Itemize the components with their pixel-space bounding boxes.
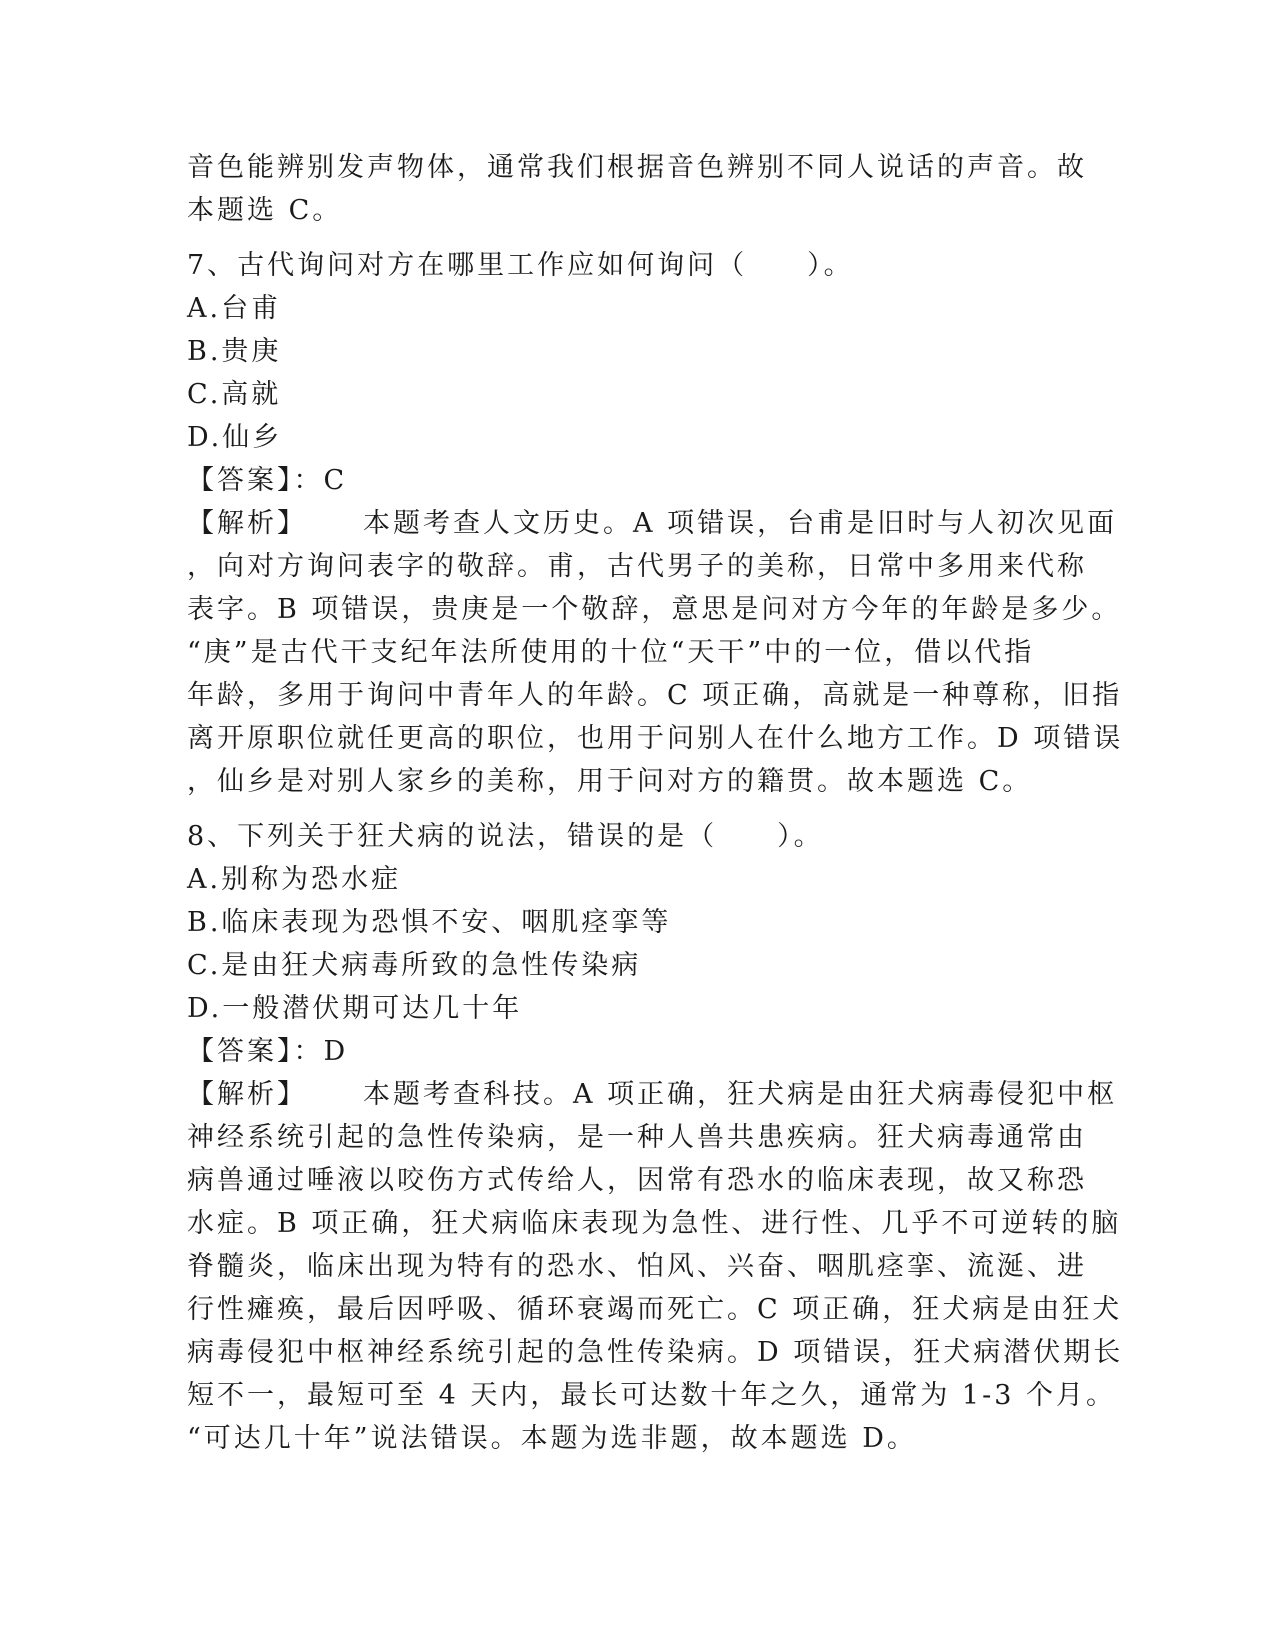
question-7 xyxy=(187,244,1124,803)
analysis-line: 年龄，多用于询问中青年人的年龄。C 项正确，高就是一种尊称，旧指 xyxy=(187,680,1123,711)
answer-value: D xyxy=(323,1036,349,1067)
answer-line xyxy=(187,1030,1087,1073)
answer-label: 【答案】： xyxy=(187,1036,324,1067)
option-a: A.别称为恐水症 xyxy=(187,864,402,895)
analysis-line: ，仙乡是对别人家乡的美称，用于问对方的籍贯。故本题选 C。 xyxy=(187,766,1033,797)
analysis-line: 病兽通过唾液以咬伤方式传给人，因常有恐水的临床表现，故又称恐 xyxy=(187,1165,1087,1196)
option-d: D.仙乡 xyxy=(187,422,283,453)
intro-paragraph xyxy=(187,146,1087,232)
option-b: B.贵庚 xyxy=(187,336,282,367)
answer-label: 【答案】： xyxy=(187,465,324,496)
analysis-line: ，向对方询问表字的敬辞。甫，古代男子的美称，日常中多用来代称 xyxy=(187,551,1087,582)
analysis-line: 短不一，最短可至 4 天内，最长可达数十年之久，通常为 1-3 个月。 xyxy=(187,1380,1116,1411)
intro-line: 本题选 C。 xyxy=(187,195,343,226)
answer-value: C xyxy=(323,465,348,496)
analysis-text: 本题考查科技。A 项正确，狂犬病是由狂犬病毒侵犯中枢 xyxy=(363,1079,1118,1110)
question-stem: 8、下列关于狂犬病的说法，错误的是（ ）。 xyxy=(187,821,824,852)
analysis-line: 水症。B 项正确，狂犬病临床表现为急性、进行性、几乎不可逆转的脑 xyxy=(187,1208,1122,1239)
answer-line xyxy=(187,459,1087,502)
question-stem: 7、古代询问对方在哪里工作应如何询问（ ）。 xyxy=(187,250,854,281)
option-c: C.是由狂犬病毒所致的急性传染病 xyxy=(187,950,642,981)
analysis-first-line xyxy=(187,502,1118,545)
option-b: B.临床表现为恐惧不安、咽肌痉挛等 xyxy=(187,907,672,938)
analysis-line: 神经系统引起的急性传染病，是一种人兽共患疾病。狂犬病毒通常由 xyxy=(187,1122,1087,1153)
option-c: C.高就 xyxy=(187,379,282,410)
analysis-line: “庚”是古代干支纪年法所使用的十位“天干”中的一位，借以代指 xyxy=(187,637,1035,668)
analysis-text: 本题考查人文历史。A 项错误，台甫是旧时与人初次见面 xyxy=(363,508,1118,539)
analysis-label: 【解析】 xyxy=(187,508,307,539)
option-d: D.一般潜伏期可达几十年 xyxy=(187,993,523,1024)
analysis-first-line xyxy=(187,1073,1118,1116)
question-8 xyxy=(187,815,1124,1460)
option-a: A.台甫 xyxy=(187,293,282,324)
analysis-line: 表字。B 项错误，贵庚是一个敬辞，意思是问对方今年的年龄是多少。 xyxy=(187,594,1122,625)
analysis-label: 【解析】 xyxy=(187,1079,307,1110)
analysis-line: 离开原职位就任更高的职位，也用于问别人在什么地方工作。D 项错误 xyxy=(187,723,1124,754)
analysis-line: 病毒侵犯中枢神经系统引起的急性传染病。D 项错误，狂犬病潜伏期长 xyxy=(187,1337,1124,1368)
analysis-line: “可达几十年”说法错误。本题为选非题，故本题选 D。 xyxy=(187,1423,917,1454)
analysis-line: 脊髓炎，临床出现为特有的恐水、怕风、兴奋、咽肌痉挛、流涎、进 xyxy=(187,1251,1087,1282)
document-page xyxy=(187,146,1124,1460)
analysis-line: 行性瘫痪，最后因呼吸、循环衰竭而死亡。C 项正确，狂犬病是由狂犬 xyxy=(187,1294,1123,1325)
intro-line: 音色能辨别发声物体，通常我们根据音色辨别不同人说话的声音。故 xyxy=(187,152,1087,183)
